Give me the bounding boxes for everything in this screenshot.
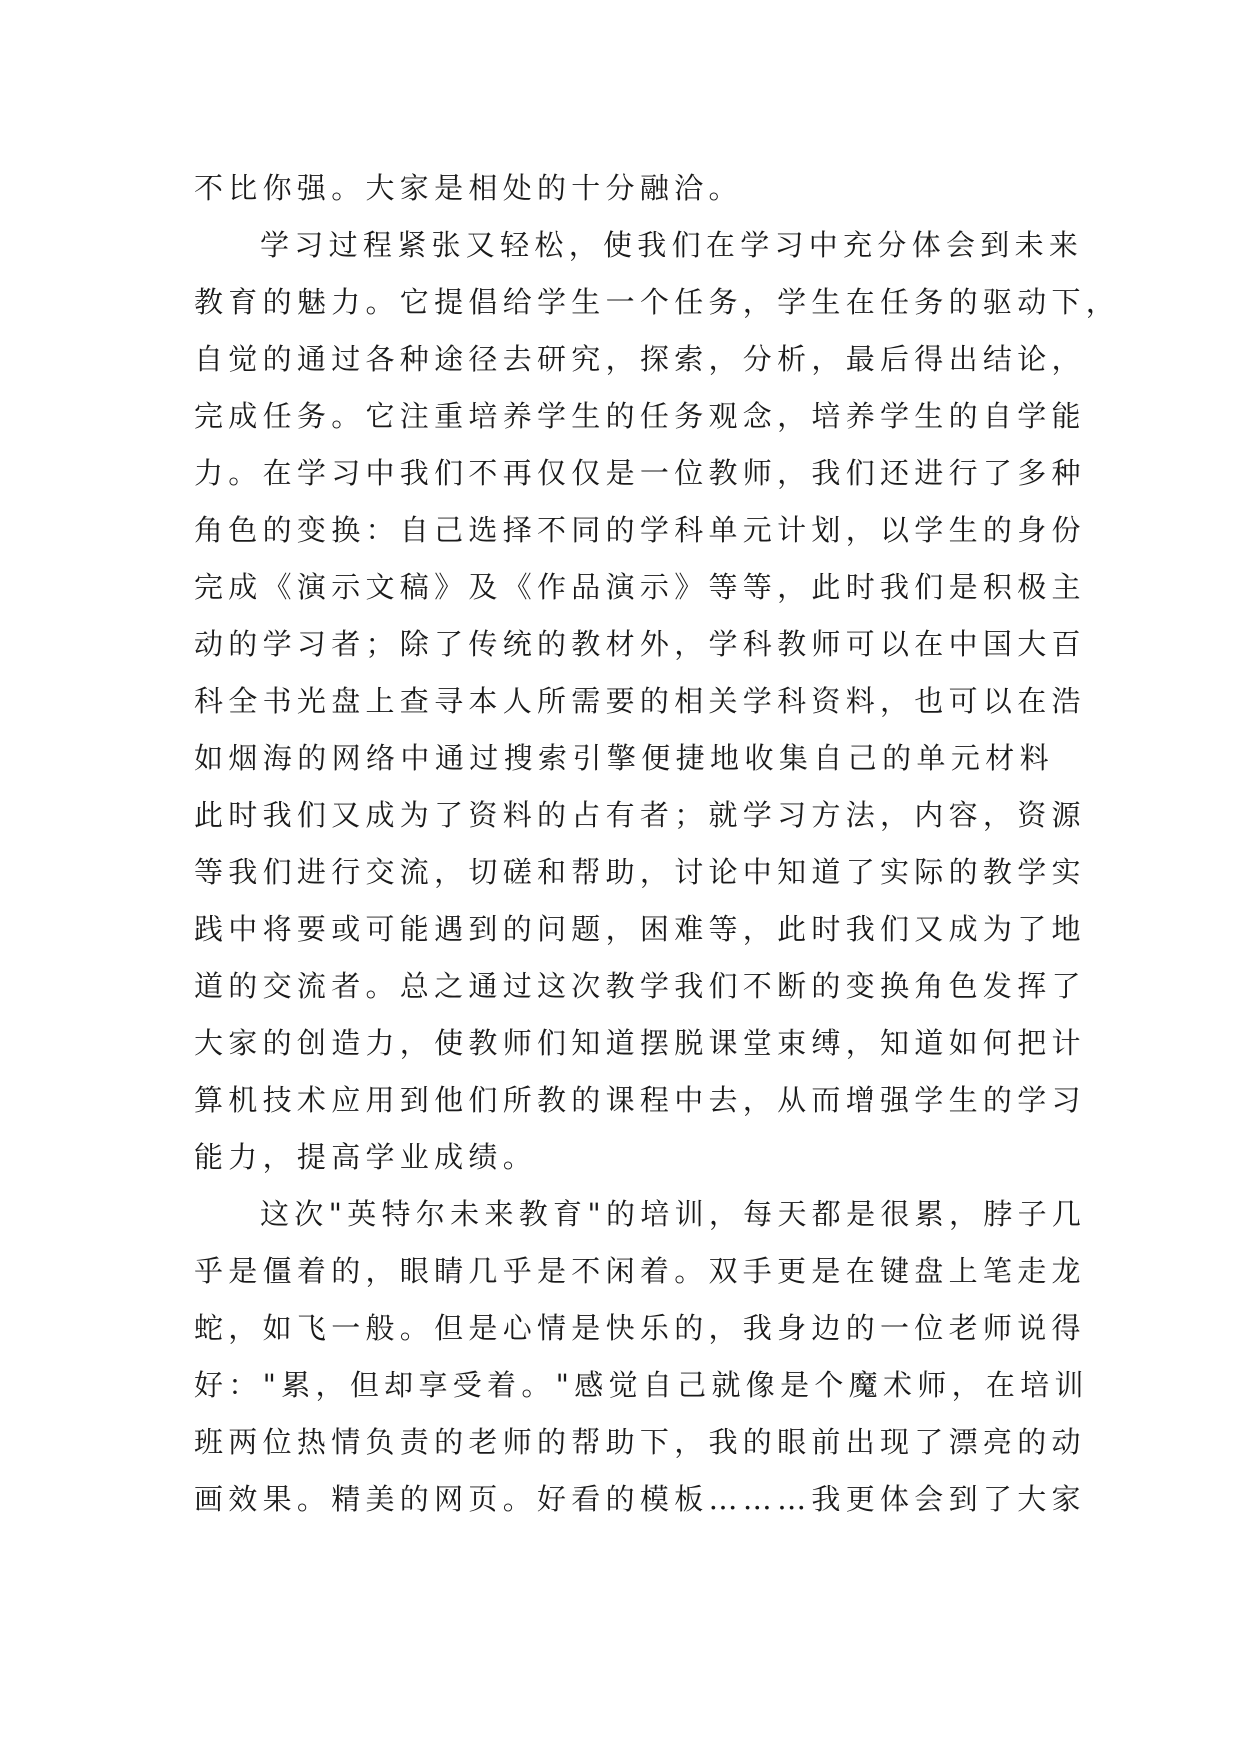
paragraph-1 (194, 160, 1054, 217)
text-line: 此时我们又成为了资料的占有者；就学习方法，内容，资源 (194, 798, 1086, 832)
text-line: 完成《演示文稿》及《作品演示》等等，此时我们是积极主 (194, 570, 1086, 604)
text-line: 角色的变换：自己选择不同的学科单元计划，以学生的身份 (194, 513, 1086, 547)
text-line: 蛇，如飞一般。但是心情是快乐的，我身边的一位老师说得 (194, 1311, 1086, 1345)
text-line: 自觉的通过各种途径去研究，探索，分析，最后得出结论， (194, 342, 1086, 376)
text-line: 践中将要或可能遇到的问题，困难等，此时我们又成为了地 (194, 912, 1086, 946)
text-line: 动的学习者；除了传统的教材外，学科教师可以在中国大百 (194, 627, 1086, 661)
text-line: 道的交流者。总之通过这次教学我们不断的变换角色发挥了 (194, 969, 1086, 1003)
text-line: 不比你强。大家是相处的十分融洽。 (194, 171, 743, 205)
text-line: 这次"英特尔未来教育"的培训，每天都是很累，脖子几 (260, 1197, 1087, 1231)
text-line: 完成任务。它注重培养学生的任务观念，培养学生的自学能 (194, 399, 1086, 433)
text-line: 力。在学习中我们不再仅仅是一位教师，我们还进行了多种 (194, 456, 1086, 490)
text-line: 班两位热情负责的老师的帮助下，我的眼前出现了漂亮的动 (194, 1425, 1086, 1459)
text-line: 好："累，但却享受着。"感觉自己就像是个魔术师，在培训 (194, 1368, 1089, 1402)
text-line: 乎是僵着的，眼睛几乎是不闲着。双手更是在键盘上笔走龙 (194, 1254, 1086, 1288)
text-line: 大家的创造力，使教师们知道摆脱课堂束缚，知道如何把计 (194, 1026, 1086, 1060)
text-line: 学习过程紧张又轻松，使我们在学习中充分体会到未来 (260, 228, 1084, 262)
body-text (194, 160, 1121, 1528)
text-line: 能力，提高学业成绩。 (194, 1140, 538, 1174)
text-line: 如烟海的网络中通过搜索引擎便捷地收集自己的单元材料 (194, 741, 1054, 775)
text-line: 等我们进行交流，切磋和帮助，讨论中知道了实际的教学实 (194, 855, 1086, 889)
text-line: 画效果。精美的网页。好看的模板………我更体会到了大家 (194, 1482, 1086, 1516)
text-line: 算机技术应用到他们所教的课程中去，从而增强学生的学习 (194, 1083, 1086, 1117)
text-line: 科全书光盘上查寻本人所需要的相关学科资料，也可以在浩 (194, 684, 1086, 718)
paragraph-2 (194, 217, 1121, 1186)
paragraph-3 (194, 1186, 1089, 1528)
text-line: 教育的魅力。它提倡给学生一个任务，学生在任务的驱动下， (194, 285, 1121, 319)
